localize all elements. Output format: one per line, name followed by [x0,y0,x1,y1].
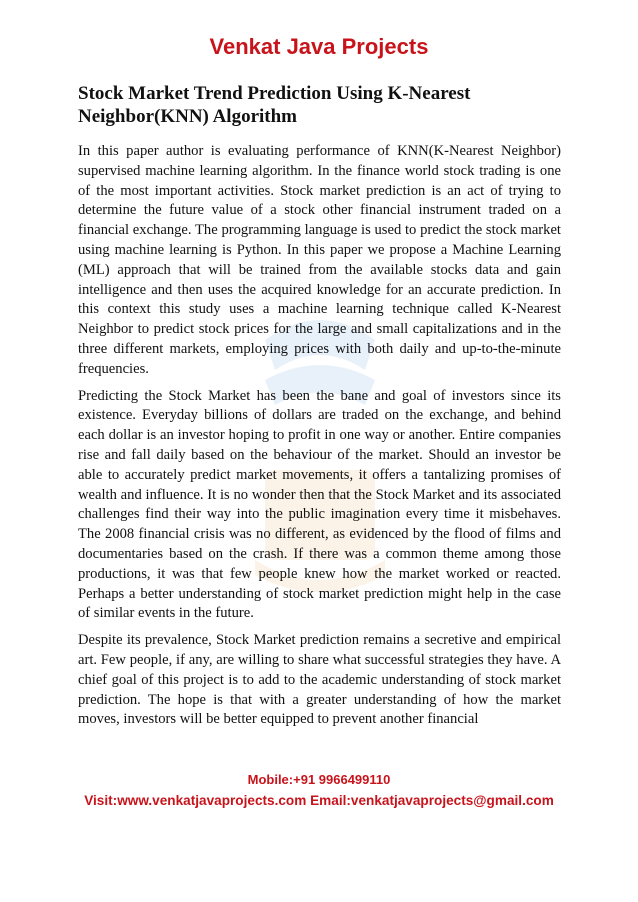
footer-contact: Visit:www.venkatjavaprojects.com Email:venkatjavaprojects@gmail.com [84,793,554,808]
footer-mobile: Mobile:+91 9966499110 [247,772,391,787]
paragraph: Predicting the Stock Market has been the bane and goal of investors since its existence. Everyday billions of dollars are traded on the exchange, and behind each dollar is an investor hoping to profit in one way or another. Entire companies rise and fall daily based on the behaviour of the market. Should an investor be able to accurately predict market movements, it offers a tantalizing promises of wealth and influence. It is no wonder then that the Stock Market and its associated challenges find their way into the public imagination every time it misbehaves. The 2008 financial crisis was no different, as evidenced by the flood of films and documentaries based on the crash. If there was a common theme among those productions, it was that few people knew how the market worked or reacted. Perhaps a better understanding of stock market prediction might help in the case of similar events in the future. [78,387,561,622]
document-body [78,142,561,737]
document-title: Stock Market Trend Prediction Using K-Nearest Neighbor(KNN) Algorithm [78,83,471,127]
paragraph: Despite its prevalence, Stock Market prediction remains a secretive and empirical art. Few people, if any, are willing to share what successful strategies they have. A chief goal of this project is to add to the academic understanding of stock market prediction. The hope is that with a greater understanding of how the market moves, investors will be better equipped to prevent another financial [78,632,561,728]
brand-header: Venkat Java Projects [209,34,429,59]
paragraph: In this paper author is evaluating performance of KNN(K-Nearest Neighbor) supervised machine learning algorithm. In the finance world stock trading is one of the most important activities. Stock market prediction is an act of trying to determine the future value of a stock other financial instrument traded on a financial exchange. The programming language is used to predict the stock market using machine learning is Python. In this paper we propose a Machine Learning (ML) approach that will be trained from the available stocks data and gain intelligence and then uses the acquired knowledge for an accurate prediction. In this context this study uses a machine learning technique called K-Nearest Neighbor to predict stock prices for the large and small capitalizations and in the three different markets, employing prices with both daily and up-to-the-minute frequencies. [78,143,561,377]
